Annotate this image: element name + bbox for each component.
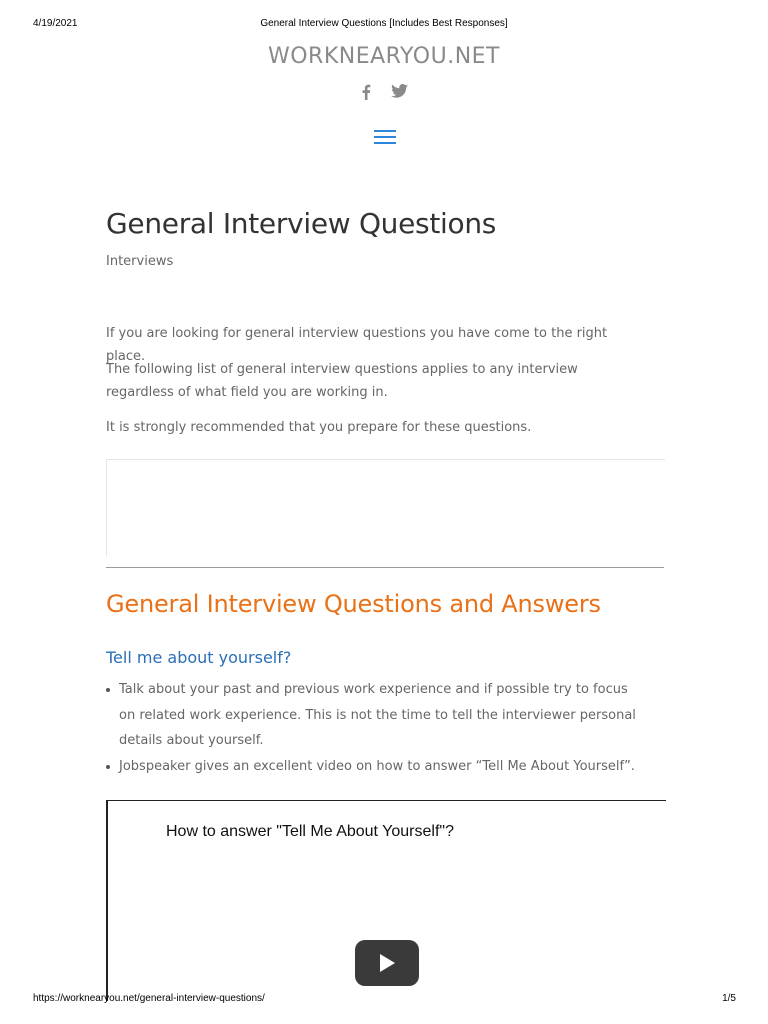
page-title: General Interview Questions — [106, 207, 497, 240]
social-links — [0, 84, 768, 100]
embedded-content-box — [106, 459, 665, 556]
answer-list — [106, 677, 646, 779]
play-icon[interactable] — [355, 940, 419, 986]
twitter-icon[interactable] — [391, 84, 408, 100]
list-item: Jobspeaker gives an excellent video on how to answer “Tell Me About Yourself”. — [106, 754, 646, 780]
list-item: Talk about your past and previous work experience and if possible try to focus on related work experience. This is not the time to tell the interviewer personal details about yourself. — [106, 677, 646, 754]
print-url: https://worknearyou.net/general-interview-questions/ — [33, 993, 265, 1004]
video-title[interactable]: How to answer "Tell Me About Yourself"? — [166, 823, 454, 840]
subsection-title: Tell me about yourself? — [106, 648, 292, 667]
facebook-icon[interactable] — [361, 84, 371, 100]
intro-paragraph: The following list of general interview questions applies to any interview regardless of what field you are working in. — [106, 362, 578, 400]
print-header-title: General Interview Questions [Includes Best Responses] — [260, 18, 508, 29]
section-divider — [106, 567, 664, 568]
category-link[interactable]: Interviews — [106, 254, 174, 269]
print-date: 4/19/2021 — [33, 18, 78, 29]
site-logo[interactable]: WORKNEARYOU.NET — [267, 44, 500, 69]
video-embed[interactable] — [106, 800, 666, 1001]
section-title: General Interview Questions and Answers — [106, 590, 601, 618]
print-page-number: 1/5 — [722, 993, 736, 1004]
intro-paragraph: If you are looking for general interview questions you have come to the right place. — [106, 326, 608, 364]
intro-paragraph: It is strongly recommended that you prepare for these questions. — [106, 420, 532, 435]
hamburger-menu-icon[interactable] — [374, 130, 396, 148]
